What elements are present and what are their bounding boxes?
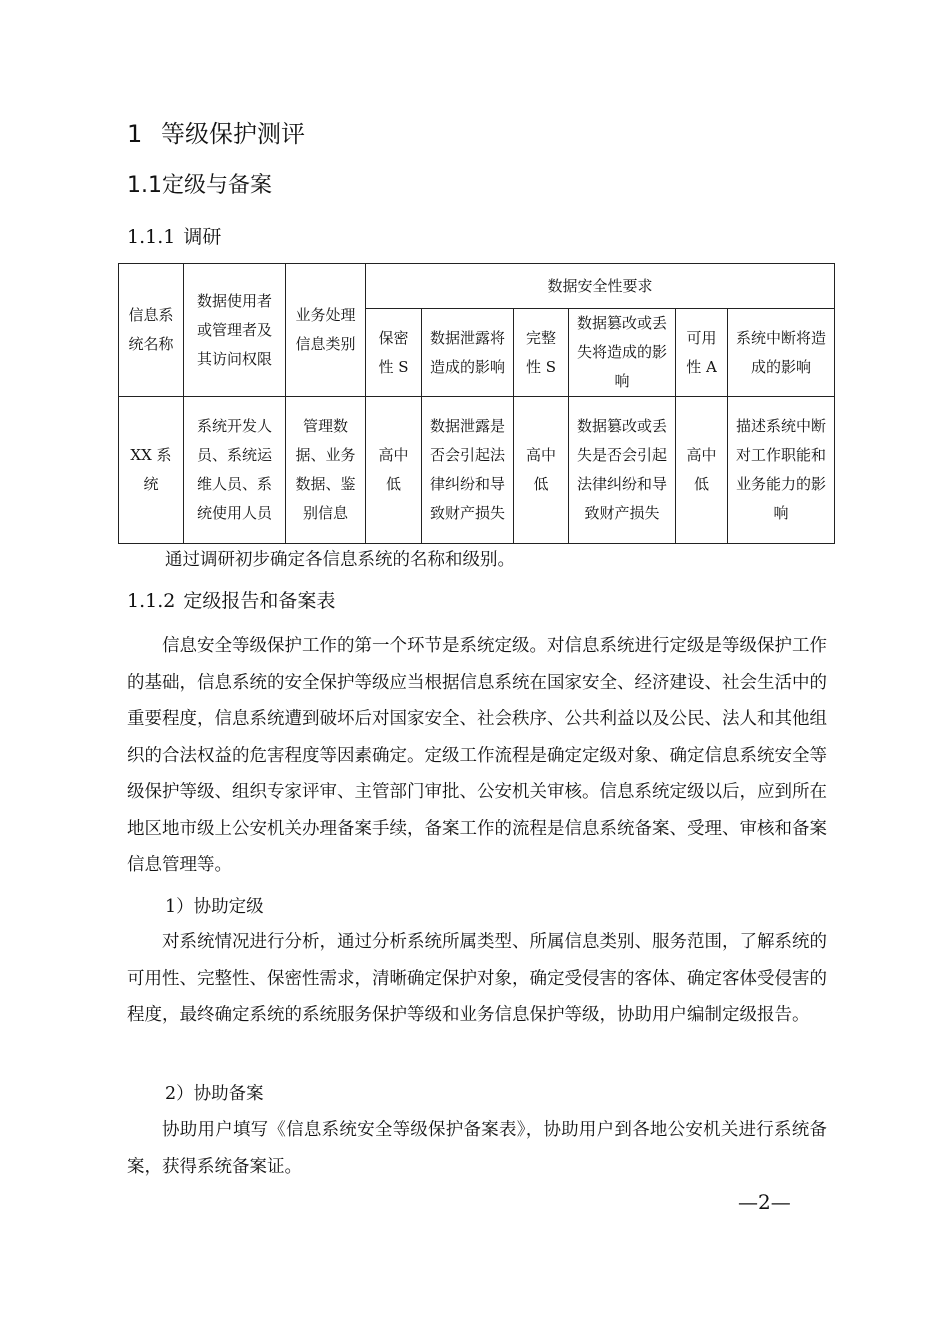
header-business-info: 业务处理信息类别 — [286, 264, 366, 397]
cell-users: 系统开发人员、系统运维人员、系统使用人员 — [184, 397, 286, 544]
heading-survey-number: 1.1.1 — [127, 226, 176, 248]
cell-integrity: 高中低 — [514, 397, 569, 544]
item-2-text: 协助用户填写《信息系统安全等级保护备案表》，协助用户到各地公安机关进行系统备案，获得系统备案证。 — [127, 1120, 827, 1177]
header-interrupt-impact: 系统中断将造成的影响 — [728, 309, 835, 397]
security-requirements-table — [118, 263, 835, 544]
heading-2: 1.1定级与备案 — [127, 173, 272, 198]
header-system-name: 信息系统名称 — [119, 264, 184, 397]
header-security-requirements: 数据安全性要求 — [366, 264, 835, 309]
paragraph-intro: 信息安全等级保护工作的第一个环节是系统定级。对信息系统进行定级是等级保护工作的基础，信息系统的安全保护等级应当根据信息系统在国家安全、经济建设、社会生活中的重要程度，信息系统遭到破坏后对国家安全、社会秩序、公共利益以及公民、法人和其他组织的合法权益的危害程度等因素确定。定级工作流程是确定定级对象、确定信息系统安全等级保护等级、组织专家评审、主管部门审批、公安机关审核。信息系统定级以后，应到所在地区地市级上公安机关办理备案手续，备案工作的流程是信息系统备案、受理、审核和备案信息管理等。 — [127, 636, 827, 875]
page-number: —2— — [738, 1190, 791, 1214]
header-users: 数据使用者或管理者及其访问权限 — [184, 264, 286, 397]
cell-tamper-impact: 数据篡改或丢失是否会引起法律纠纷和导致财产损失 — [569, 397, 676, 544]
cell-availability: 高中低 — [676, 397, 728, 544]
header-tamper-impact: 数据篡改或丢失将造成的影响 — [569, 309, 676, 397]
item-1-text: 对系统情况进行分析，通过分析系统所属类型、所属信息类别、服务范围，了解系统的可用性、完整性、保密性需求，清晰确定保护对象，确定受侵害的客体、确定客体受侵害的程度，最终确定系统的系统服务保护等级和业务信息保护等级，协助用户编制定级报告。 — [127, 932, 827, 1025]
heading-report-number: 1.1.2 — [127, 590, 176, 612]
heading-1-number: 1 — [127, 120, 143, 148]
header-integrity: 完整性 S — [514, 309, 569, 397]
cell-system-name: XX 系统 — [119, 397, 184, 544]
heading-survey-title: 调研 — [183, 226, 222, 248]
cell-interrupt-impact: 描述系统中断对工作职能和业务能力的影响 — [728, 397, 835, 544]
survey-note: 通过调研初步确定各信息系统的名称和级别。 — [165, 550, 515, 570]
table-row — [119, 397, 835, 544]
table-header-row — [119, 264, 835, 309]
item-1-title: 1）协助定级 — [165, 897, 264, 917]
heading-1-title: 等级保护测评 — [161, 120, 305, 148]
item-2-title: 2）协助备案 — [165, 1084, 264, 1104]
header-availability: 可用性 A — [676, 309, 728, 397]
header-leak-impact: 数据泄露将造成的影响 — [422, 309, 514, 397]
cell-confidentiality: 高中低 — [366, 397, 422, 544]
heading-survey — [127, 222, 221, 249]
cell-leak-impact: 数据泄露是否会引起法律纠纷和导致财产损失 — [422, 397, 514, 544]
heading-report — [127, 586, 335, 613]
header-confidentiality: 保密性 S — [366, 309, 422, 397]
cell-business-info: 管理数据、业务数据、鉴别信息 — [286, 397, 366, 544]
heading-report-title: 定级报告和备案表 — [183, 590, 336, 612]
heading-1 — [127, 114, 305, 149]
